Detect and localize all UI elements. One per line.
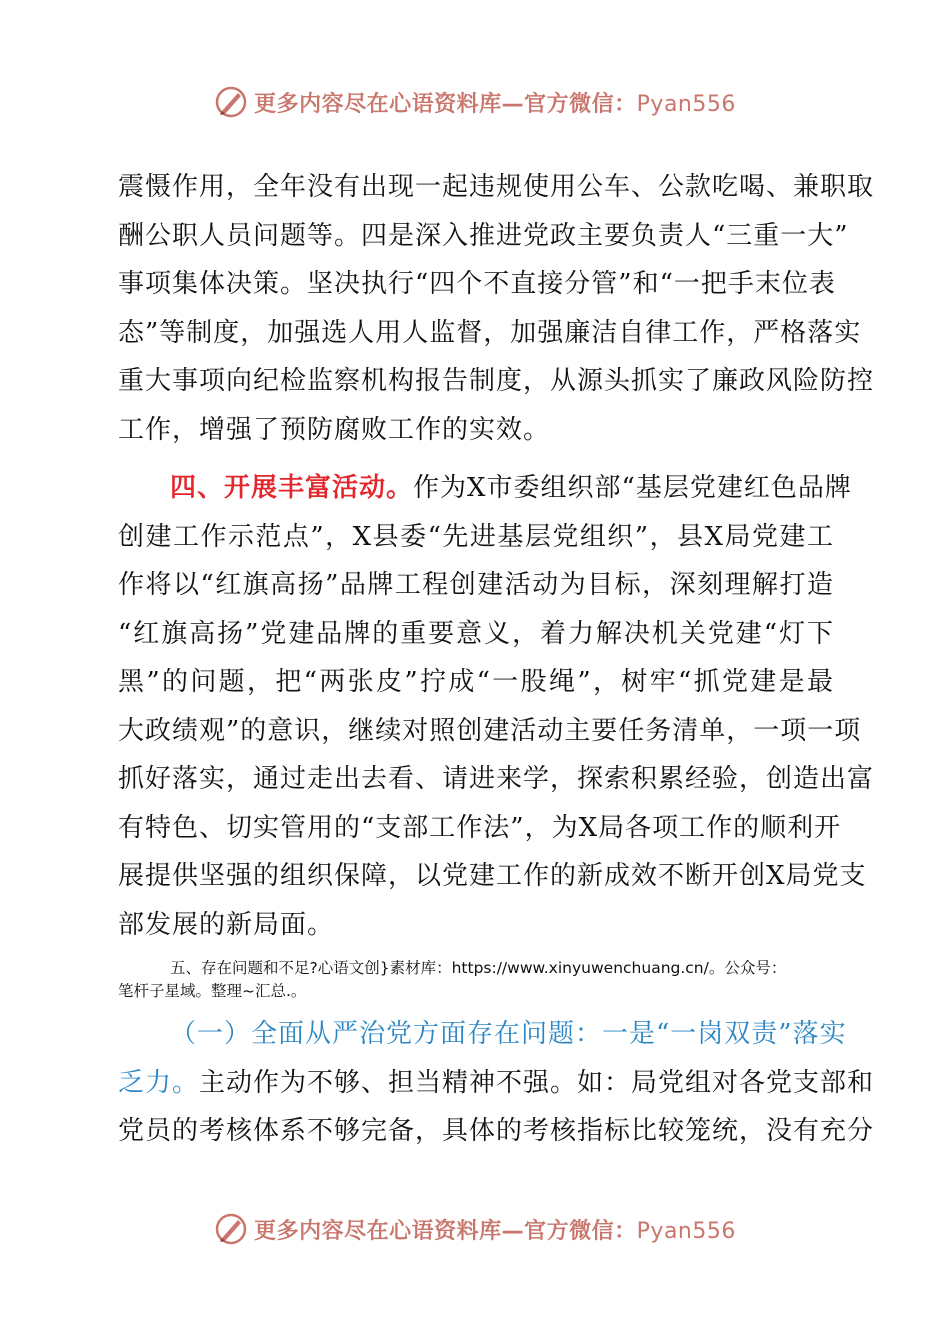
text-line: 有特色、切实管用的“支部工作法”，为X局各项工作的顺利开 <box>118 812 842 843</box>
pen-logo-icon <box>214 85 248 119</box>
text-line: 态”等制度，加强选人用人监督，加强廉洁自律工作，严格落实 <box>118 317 862 348</box>
text-line: 酬公职人员问题等。四是深入推进党政主要负责人“三重一大” <box>118 220 849 251</box>
text-line: 事项集体决策。坚决执行“四个不直接分管”和“一把手末位表 <box>118 269 836 299</box>
paragraph-1 <box>118 163 875 454</box>
text-line: 创建工作示范点”，X县委“先进基层党组织”，县X局党建工 <box>118 521 834 552</box>
text-line: 大政绩观”的意识，继续对照创建活动主要任务清单，一项一项 <box>118 715 862 746</box>
text-line: 部发展的新局面。 <box>118 909 335 940</box>
section-heading: 四、开展丰富活动。 <box>170 473 414 503</box>
text-line: 震慑作用，全年没有出现一起违规使用公车、公款吃喝、兼职取 <box>118 172 875 202</box>
source-note <box>118 957 848 1003</box>
note-line: 笔杆子星域。整理~汇总.。 <box>118 982 307 1000</box>
text-line: 展提供坚强的组织保障，以党建工作的新成效不断开创X局党支 <box>118 861 867 891</box>
pen-logo-icon <box>214 1212 248 1246</box>
banner-text: 更多内容尽在心语资料库—官方微信：Pyan556 <box>254 1218 736 1244</box>
text-line: 重大事项向纪检监察机构报告制度，从源头抓实了廉政风险防控 <box>118 366 875 396</box>
text-line: 抓好落实，通过走出去看、请进来学，探索积累经验，创造出富 <box>118 764 875 794</box>
paragraph-3 <box>118 1010 875 1156</box>
header-banner <box>0 82 950 122</box>
text-line: 作将以“红旗高扬”品牌工程创建活动为目标，深刻理解打造 <box>118 570 834 600</box>
text-line: 党员的考核体系不够完备，具体的考核指标比较笼统，没有充分 <box>118 1116 875 1146</box>
text-line: 黑”的问题，把“两张皮”拧成“一股绳”，树牢“抓党建是最 <box>118 667 834 697</box>
banner-text: 更多内容尽在心语资料库—官方微信：Pyan556 <box>254 91 736 117</box>
note-line: 五、存在问题和不足?心语文创}素材库：https://www.xinyuwenchuang.cn/。公众号： <box>170 959 787 977</box>
text-line: 四、开展丰富活动。作为X市委组织部“基层党建红色品牌 <box>170 473 852 503</box>
text-line: 乏力。主动作为不够、担当精神不强。如：局党组对各党支部和 <box>118 1067 875 1098</box>
subsection-heading: （一）全面从严治党方面存在问题：一是“一岗双责”落实 <box>170 1019 847 1049</box>
footer-banner <box>0 1209 950 1249</box>
text-line: 工作，增强了预防腐败工作的实效。 <box>118 414 551 445</box>
paragraph-2 <box>118 464 875 949</box>
text-line: “红旗高扬”党建品牌的重要意义，着力解决机关党建“灯下 <box>118 618 834 649</box>
